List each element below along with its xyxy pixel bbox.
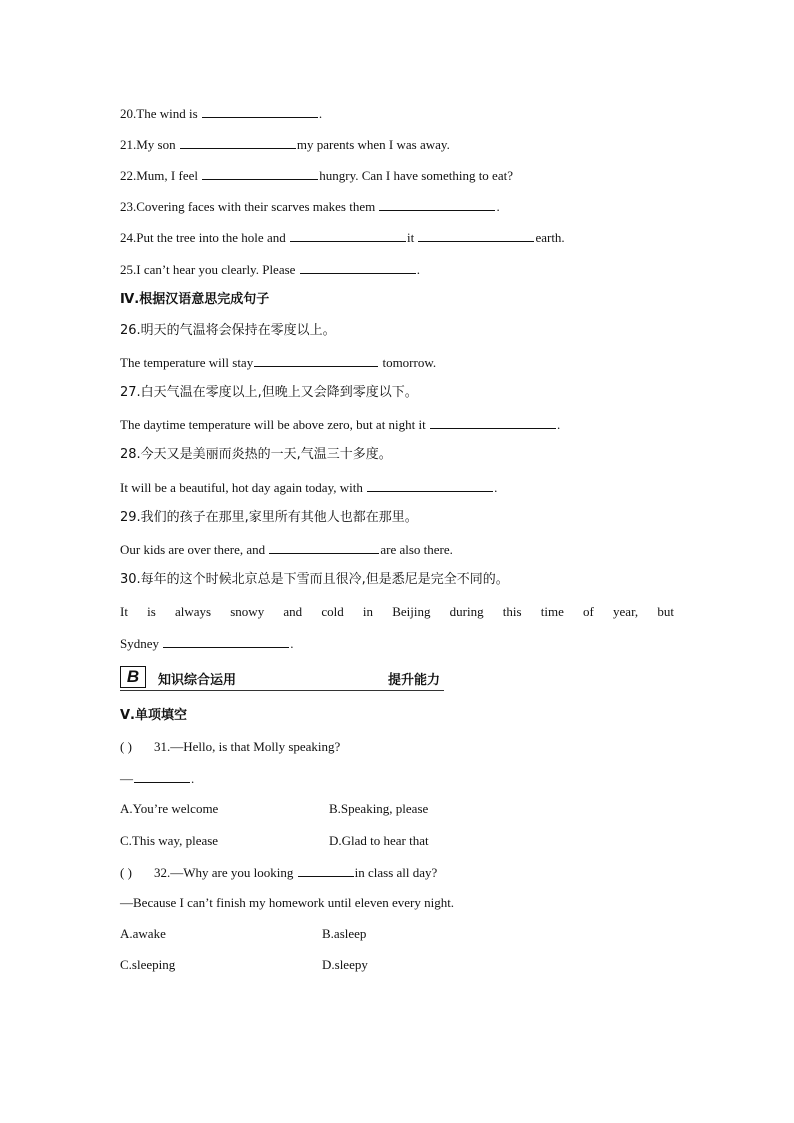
q32-text-a: 32.—Why are you looking — [154, 865, 297, 880]
answer-blank[interactable] — [134, 770, 190, 783]
q30-word: cold — [321, 604, 344, 619]
q30-word: and — [283, 604, 303, 619]
q32-option-d[interactable]: D.sleepy — [322, 957, 368, 972]
question-text: . — [496, 199, 500, 214]
q31-option-a[interactable]: A.You’re welcome — [120, 801, 219, 816]
q30-text-b: . — [290, 636, 294, 651]
question-number: 25. — [120, 262, 137, 277]
q30-word: but — [657, 604, 674, 619]
q27-english — [120, 416, 560, 433]
fill-blank-question — [120, 167, 513, 184]
q30-word: is — [147, 604, 156, 619]
question-number: 22. — [120, 168, 137, 183]
answer-blank[interactable] — [202, 105, 318, 118]
q26-text-a: The temperature will stay — [120, 355, 254, 370]
question-number: 23. — [120, 199, 137, 214]
question-text: my parents when I was away. — [296, 137, 450, 152]
question-number: 24. — [120, 230, 137, 245]
q30-word: snowy — [230, 604, 265, 619]
q30-word: this — [502, 604, 522, 619]
q30-english-continued — [120, 635, 294, 652]
question-text: I can’t hear you clearly. Please — [136, 262, 299, 277]
section-4-heading: Ⅳ.根据汉语意思完成句子 — [120, 292, 270, 307]
q31-reply-dash: — — [120, 771, 133, 786]
q26-chinese: 26.明天的气温将会保持在零度以上。 — [120, 323, 336, 338]
q28-chinese: 28.今天又是美丽而炎热的一天,气温三十多度。 — [120, 447, 392, 462]
question-text: hungry. Can I have something to eat? — [319, 168, 513, 183]
fill-blank-question — [120, 105, 322, 122]
section-banner — [120, 664, 444, 691]
banner-title: 知识综合运用 — [158, 673, 237, 688]
answer-blank[interactable] — [367, 479, 493, 492]
q27-text-a: The daytime temperature will be above zero, but at night it — [120, 417, 430, 432]
answer-blank[interactable] — [430, 416, 556, 429]
q32-reply: —Because I can’t finish my homework until eleven every night. — [120, 895, 455, 910]
q27-text-b: . — [557, 417, 561, 432]
answer-blank[interactable] — [300, 261, 416, 274]
answer-blank[interactable] — [254, 354, 378, 367]
question-text: Mum, I feel — [136, 168, 202, 183]
q30-word: time — [540, 604, 564, 619]
q32-text-b: in class all day? — [354, 865, 438, 880]
answer-paren[interactable]: ( ) — [120, 739, 132, 754]
answer-blank[interactable] — [202, 167, 318, 180]
q30-word: Beijing — [392, 604, 431, 619]
q29-text-a: Our kids are over there, and — [120, 542, 269, 557]
fill-blank-question — [120, 229, 565, 246]
q30-chinese: 30.每年的这个时候北京总是下雪而且很冷,但是悉尼是完全不同的。 — [120, 572, 509, 587]
q28-text-a: It will be a beautiful, hot day again today, with — [120, 480, 367, 495]
q29-english — [120, 541, 453, 558]
q29-chinese: 29.我们的孩子在那里,家里所有其他人也都在那里。 — [120, 510, 418, 525]
q30-word: It — [120, 604, 128, 619]
q29-text-b: are also there. — [380, 542, 453, 557]
q27-chinese: 27.白天气温在零度以上,但晚上又会降到零度以下。 — [120, 385, 418, 400]
q26-english — [120, 354, 436, 371]
q31-option-b[interactable]: B.Speaking, please — [329, 801, 429, 816]
q30-word: of — [583, 604, 594, 619]
banner-subtitle: 提升能力 — [388, 673, 441, 688]
answer-paren[interactable]: ( ) — [120, 865, 132, 880]
q30-word: in — [362, 604, 374, 619]
q30-word: always — [174, 604, 212, 619]
question-text: earth. — [535, 230, 565, 245]
question-text: Put the tree into the hole and — [136, 230, 289, 245]
q32-option-b[interactable]: B.asleep — [322, 926, 367, 941]
question-text: My son — [136, 137, 179, 152]
answer-blank[interactable] — [163, 635, 289, 648]
answer-blank[interactable] — [418, 229, 534, 242]
answer-blank[interactable] — [180, 136, 296, 149]
answer-blank[interactable] — [298, 864, 354, 877]
q30-word: year, — [613, 604, 639, 619]
q32-question — [120, 864, 437, 881]
answer-blank[interactable] — [269, 541, 379, 554]
q32-option-c[interactable]: C.sleeping — [120, 957, 176, 972]
question-text: Covering faces with their scarves makes them — [136, 199, 379, 214]
q31-reply — [120, 770, 194, 787]
q28-text-b: . — [494, 480, 498, 495]
fill-blank-question — [120, 261, 420, 278]
question-text: The wind is — [136, 106, 201, 121]
fill-blank-question — [120, 136, 450, 153]
q31-text: 31.—Hello, is that Molly speaking? — [154, 739, 341, 754]
question-text: it — [406, 230, 418, 245]
question-number: 20. — [120, 106, 137, 121]
q28-english — [120, 479, 497, 496]
q30-text-a: Sydney — [120, 636, 163, 651]
answer-blank[interactable] — [290, 229, 406, 242]
q31-option-d[interactable]: D.Glad to hear that — [329, 833, 429, 848]
answer-blank[interactable] — [379, 198, 495, 211]
q31-reply-end: . — [191, 771, 195, 786]
q26-text-b: tomorrow. — [379, 355, 437, 370]
q32-option-a[interactable]: A.awake — [120, 926, 166, 941]
section-5-heading: Ⅴ.单项填空 — [120, 708, 187, 723]
fill-blank-question — [120, 198, 500, 215]
q30-english-justified — [120, 604, 674, 620]
question-text: . — [318, 106, 323, 121]
question-text: . — [416, 262, 420, 277]
banner-b-logo: B — [120, 666, 146, 688]
q30-word: during — [449, 604, 484, 619]
question-number: 21. — [120, 137, 137, 152]
q31-option-c[interactable]: C.This way, please — [120, 833, 219, 848]
q31-question — [120, 739, 340, 755]
